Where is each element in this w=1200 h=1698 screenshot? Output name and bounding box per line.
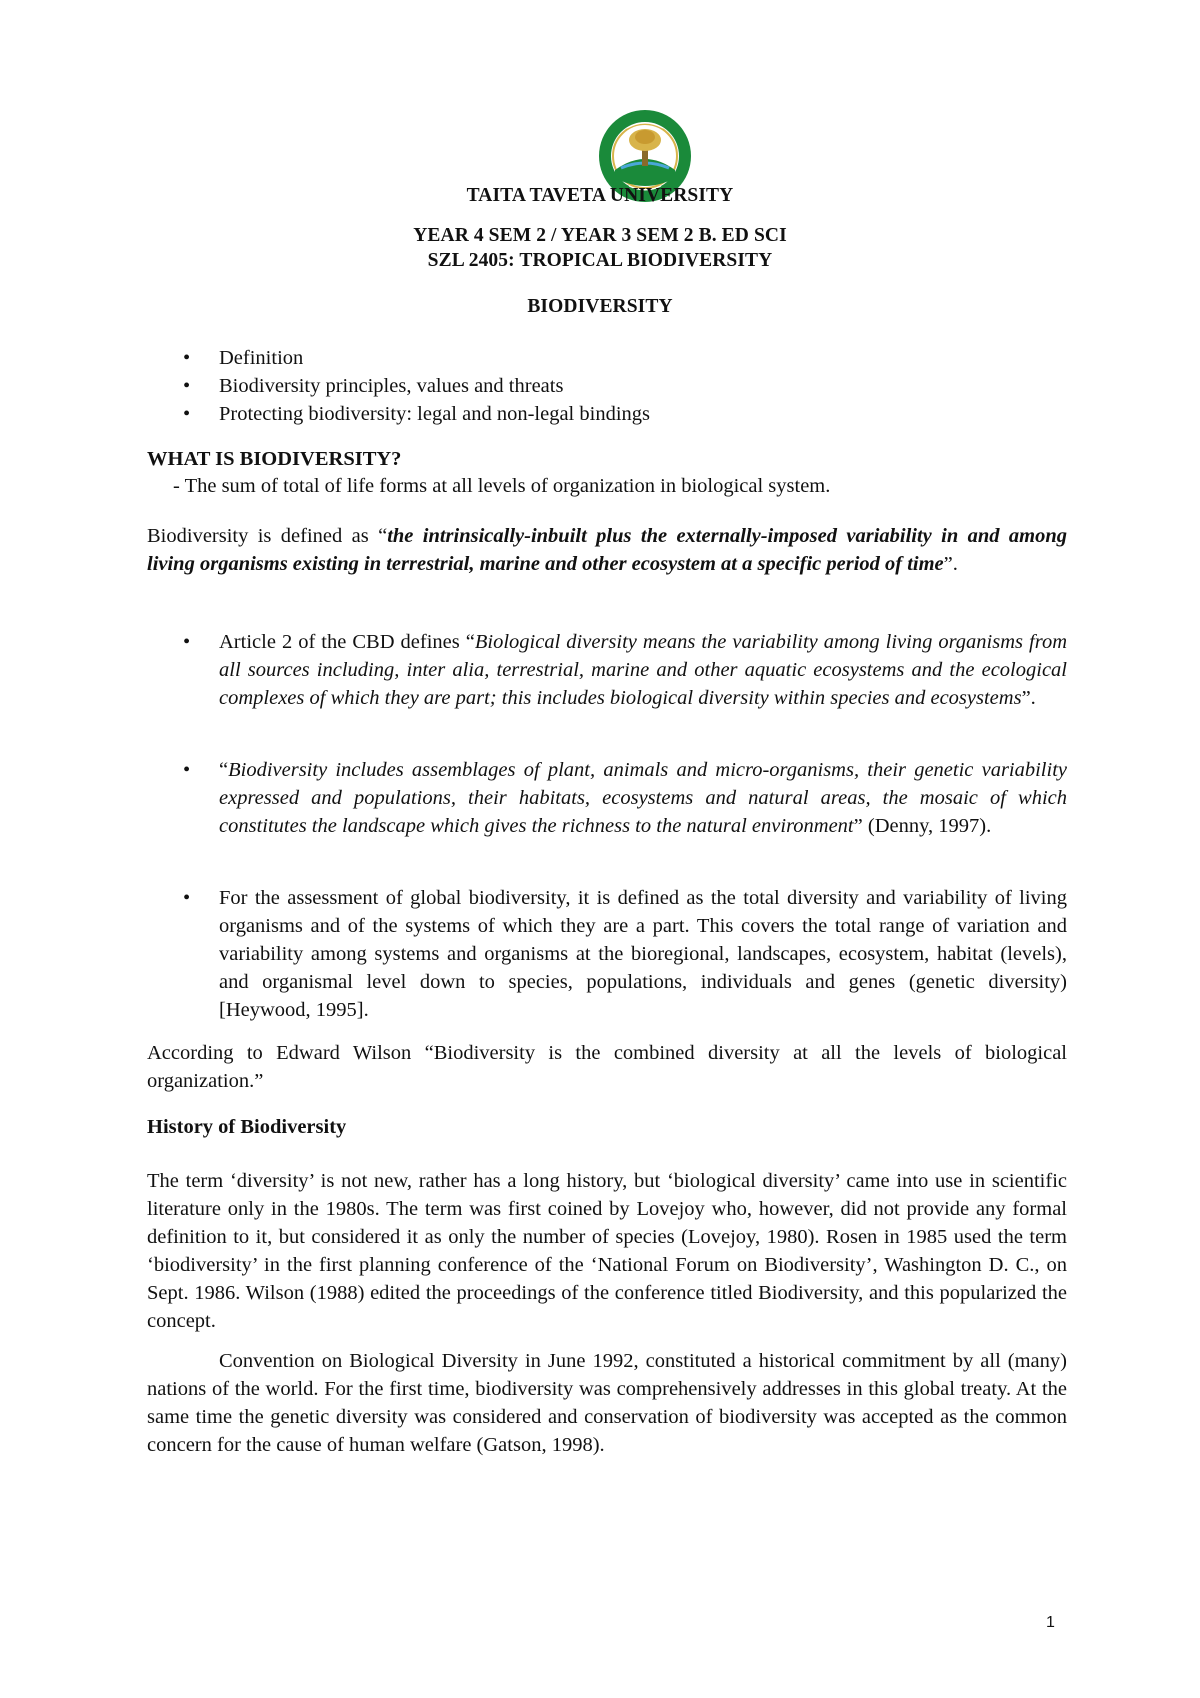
bullet-icon: • (183, 887, 191, 909)
wilson-quote: According to Edward Wilson “Biodiversity is the combined diversity at all the levels of biological organization.” (147, 1042, 1067, 1092)
history-paragraph-1: The term ‘diversity’ is not new, rather has a long history, but ‘biological diversity’ came into use in scientific literature only in the 1980s. The term was first coined by Lovejoy who, however, did not provide any formal definition to it, but considered it as only the number of species (Lovejoy, 1980). Rosen in 1985 used the term ‘biodiversity’ in the first planning conference of the ‘National Forum on Biodiversity’, Washington D. C., on Sept. 1986. Wilson (1988) edited the proceedings of the conference titled Biodiversity, and this popularized the concept. (147, 1170, 1067, 1332)
denny-definition: • “Biodiversity includes assemblages of plant, animals and micro-organisms, their genetic variability expressed and populations, their habitats, ecosystems and natural areas, the mosaic of which constitutes the landscape which gives the richness to the natural environment” (Denny, 1997). (147, 756, 1067, 840)
what-is-heading: WHAT IS BIODIVERSITY? (147, 448, 402, 470)
bullet-icon: • (183, 347, 191, 369)
bullet-icon: • (183, 631, 191, 653)
year-line: YEAR 4 SEM 2 / YEAR 3 SEM 2 B. ED SCI (413, 225, 787, 246)
what-is-line: - The sum of total of life forms at all levels of organization in biological system. (173, 475, 831, 497)
cbd-definition: • Article 2 of the CBD defines “Biological diversity means the variability among living organisms from all sources including, inter alia, terrestrial, marine and other aquatic ecosystems and the ecological complexes of which they are part; this includes biological diversity within species and ecosystems”. (147, 628, 1067, 712)
course-line: SZL 2405: TROPICAL BIODIVERSITY (427, 250, 773, 271)
page-number: 1 (1046, 1614, 1055, 1631)
bullet-icon: • (183, 375, 191, 397)
university-title: TAITA TAVETA UNIVERSITY (466, 185, 734, 206)
global-definition: • For the assessment of global biodiversity, it is defined as the total diversity and variability of living organisms and of the systems of which they are a part. This covers the total range of variation and variability among systems and organisms at the bioregional, landscapes, ecosystem, habitat (levels), and organismal level down to species, populations, individuals and genes (genetic diversity) [Heywood, 1995]. (147, 884, 1067, 1024)
bullet-icon: • (183, 759, 191, 781)
topic-title: BIODIVERSITY (527, 296, 673, 317)
list-item: • Definition (147, 344, 1067, 372)
bullet-icon: • (183, 403, 191, 425)
history-paragraph-2: Convention on Biological Diversity in June 1992, constituted a historical commitment by all (many) nations of the world. For the first time, biodiversity was comprehensively addresses in this global treaty. At the same time the genetic diversity was considered and conservation of biodiversity was accepted as the common concern for the cause of human welfare (Gatson, 1998). (147, 1350, 1067, 1456)
list-item: • Protecting biodiversity: legal and non-legal bindings (147, 400, 1067, 428)
list-item: • Biodiversity principles, values and threats (147, 372, 1067, 400)
definition-paragraph: Biodiversity is defined as “the intrinsically-inbuilt plus the externally-imposed variability in and among living organisms existing in terrestrial, marine and other ecosystem at a specific period of time”. (147, 525, 1067, 575)
outline-list (147, 344, 1067, 428)
history-heading: History of Biodiversity (147, 1116, 347, 1138)
